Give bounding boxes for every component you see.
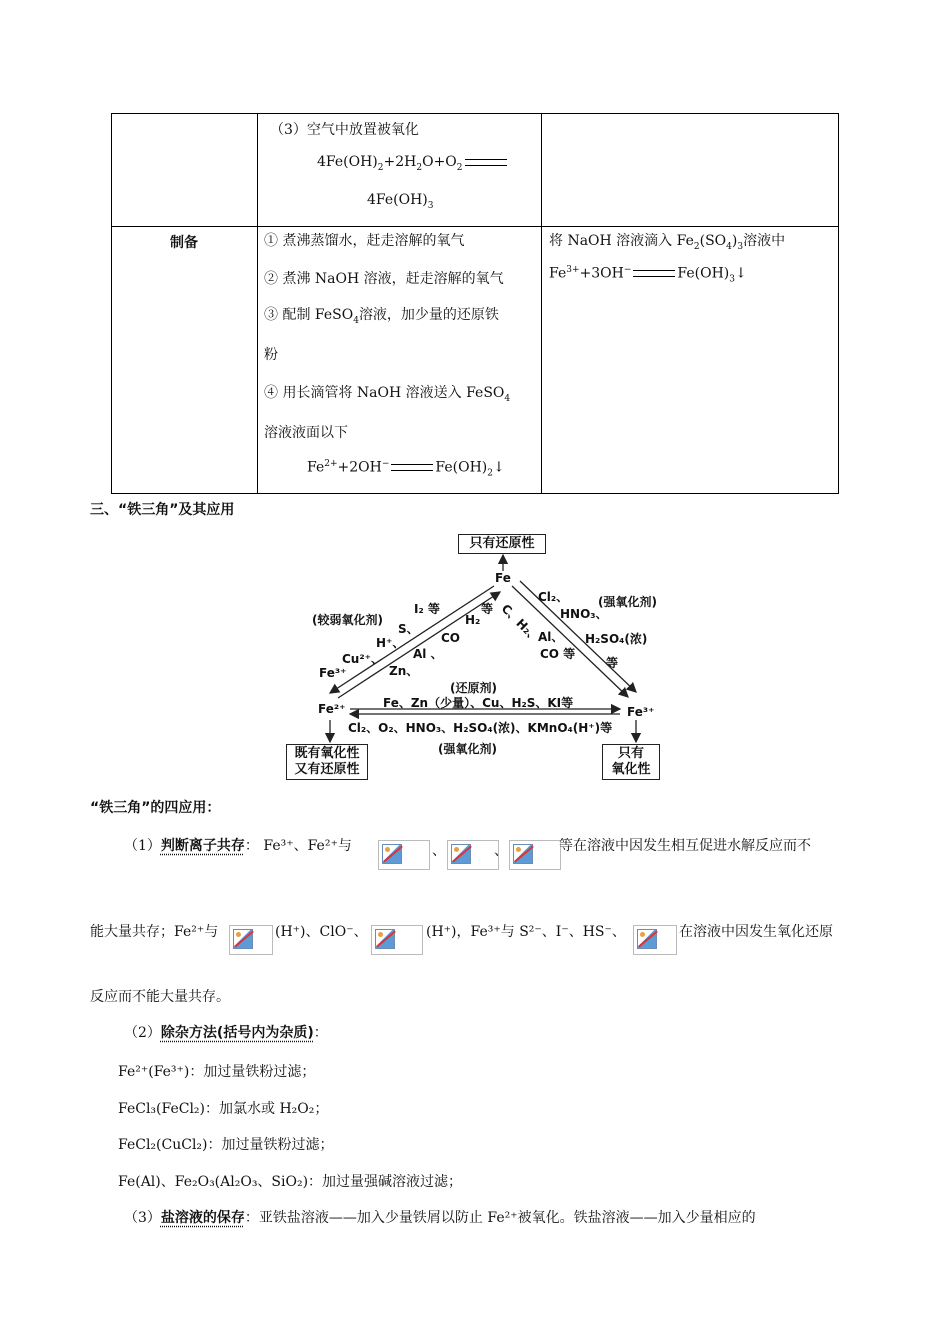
image-icon xyxy=(382,844,402,864)
paragraph-1-text: (H⁺)、ClO⁻、 xyxy=(275,924,368,940)
paragraph-1-line-1: （1）判断离子共存： Fe³⁺、Fe²⁺与 xyxy=(124,838,352,854)
label-right-al: Al、 xyxy=(538,630,564,644)
image-icon xyxy=(233,929,253,949)
formula-image-placeholder xyxy=(633,925,677,955)
image-icon xyxy=(513,844,533,864)
paragraph-1-text: 在溶液中因发生氧化还原 xyxy=(679,924,833,940)
formula-image-placeholder xyxy=(509,840,561,870)
formula-image-placeholder xyxy=(229,925,273,955)
separator: 、 xyxy=(432,843,446,859)
label-c-h2: C、H₂、 xyxy=(498,601,543,646)
formula-image-placeholder xyxy=(371,925,423,955)
paragraph-1-text: (H⁺)，Fe³⁺与 S²⁻、I⁻、HS⁻、 xyxy=(426,924,626,940)
label-fe3: Fe³⁺ xyxy=(319,666,347,680)
label-right-deng: 等 xyxy=(606,656,619,670)
label-cu: Cu²⁺、 xyxy=(342,652,383,666)
paragraph-1-text: 等在溶液中因发生相互促进水解反应而不 xyxy=(559,838,811,854)
label-hno3: HNO₃、 xyxy=(560,607,608,621)
label-h2so4: H₂SO₄(浓) xyxy=(585,632,648,646)
label-reductant: (还原剂) xyxy=(450,681,497,695)
table-equation: $Fe^{2+}+2OH^-$ $Fe(OH)_2↓$ xyxy=(307,459,505,479)
label-reductant-list: Fe、Zn（少量）、Cu、H₂S、KI等 xyxy=(383,696,574,710)
paragraph-1-line-3: 反应而不能大量共存。 xyxy=(90,989,230,1005)
table-equation: $4Fe(OH)_2+2H_2O+O_2$ xyxy=(317,154,509,173)
node-fe: Fe xyxy=(495,571,511,585)
label-strong-oxidizer: (强氧化剂) xyxy=(598,595,657,609)
label-i2: I₂ 等 xyxy=(414,602,440,616)
table-cell-text: 溶液液面以下 xyxy=(264,425,348,441)
table-cell-text: ④ 用长滴管将 NaOH 溶液送入 FeSO$_4$ xyxy=(264,385,511,404)
table-cell-text: ③ 配制 FeSO$_4$溶液，加少量的还原铁 xyxy=(264,307,499,326)
list-item: FeCl₂(CuCl₂)：加过量铁粉过滤； xyxy=(118,1137,334,1153)
list-item: Fe(Al)、Fe₂O₃(Al₂O₃、SiO₂)：加过量强碱溶液过滤； xyxy=(118,1174,463,1190)
label-oxidant-list: Cl₂、O₂、HNO₃、H₂SO₄(浓)、KMnO₄(H⁺)等 xyxy=(348,721,613,735)
paragraph-2-heading: （2）除杂方法(括号内为杂质)： xyxy=(124,1025,328,1041)
formula-image-placeholder xyxy=(447,840,499,870)
applications-title: “铁三角”的四应用： xyxy=(90,800,221,816)
table-row-label: 制备 xyxy=(170,235,198,251)
label-zn: Zn、 xyxy=(389,664,419,678)
table-cell-text: （3）空气中放置被氧化 xyxy=(270,122,419,138)
node-fe2: Fe²⁺ xyxy=(318,702,346,716)
both-properties-box: 既有氧化性 又有还原性 xyxy=(286,744,368,780)
image-icon xyxy=(451,844,471,864)
only-oxidizing-box: 只有 氧化性 xyxy=(602,744,660,780)
node-fe3: Fe³⁺ xyxy=(627,705,655,719)
label-al: Al 、 xyxy=(413,647,443,661)
table-cell-text: 粉 xyxy=(264,347,278,363)
label-co: CO xyxy=(441,631,461,645)
table-cell-text: ① 煮沸蒸馏水，赶走溶解的氧气 xyxy=(264,233,465,249)
label-deng: 等 xyxy=(481,602,494,616)
label-s: S、 xyxy=(398,622,419,636)
section-title: 三、“铁三角”及其应用 xyxy=(90,502,235,518)
table-equation: $4Fe(OH)_3$ xyxy=(367,192,434,211)
label-weak-oxidizer: (较弱氧化剂) xyxy=(312,613,383,627)
table-cell-text: 将 NaOH 溶液滴入 $Fe_2(SO_4)_3$溶液中 xyxy=(549,233,786,252)
image-icon xyxy=(637,929,657,949)
label-h: H⁺、 xyxy=(376,636,405,650)
label-h2: H₂ xyxy=(465,613,481,627)
only-reducing-box: 只有还原性 xyxy=(458,534,546,554)
formula-image-placeholder xyxy=(378,840,430,870)
image-icon xyxy=(375,929,395,949)
paragraph-1-line-2: 能大量共存；Fe²⁺与 xyxy=(90,924,219,940)
list-item: Fe²⁺(Fe³⁺)：加过量铁粉过滤； xyxy=(118,1064,316,1080)
label-cl2: Cl₂、 xyxy=(538,590,569,604)
separator: 、 xyxy=(494,843,508,859)
label-right-co: CO 等 xyxy=(540,647,576,661)
table-equation: $Fe^{3+}+3OH^-$ $Fe(OH)_3↓$ xyxy=(549,265,747,285)
paragraph-3: （3）盐溶液的保存：亚铁盐溶液——加入少量铁屑以防止 Fe²⁺被氧化。铁盐溶液——加入少量相应的 xyxy=(124,1210,756,1226)
list-item: FeCl₃(FeCl₂)：加氯水或 H₂O₂； xyxy=(118,1101,329,1117)
label-strong-oxidizer-bottom: (强氧化剂) xyxy=(438,742,497,756)
table-cell-text: ② 煮沸 NaOH 溶液，赶走溶解的氧气 xyxy=(264,271,504,287)
